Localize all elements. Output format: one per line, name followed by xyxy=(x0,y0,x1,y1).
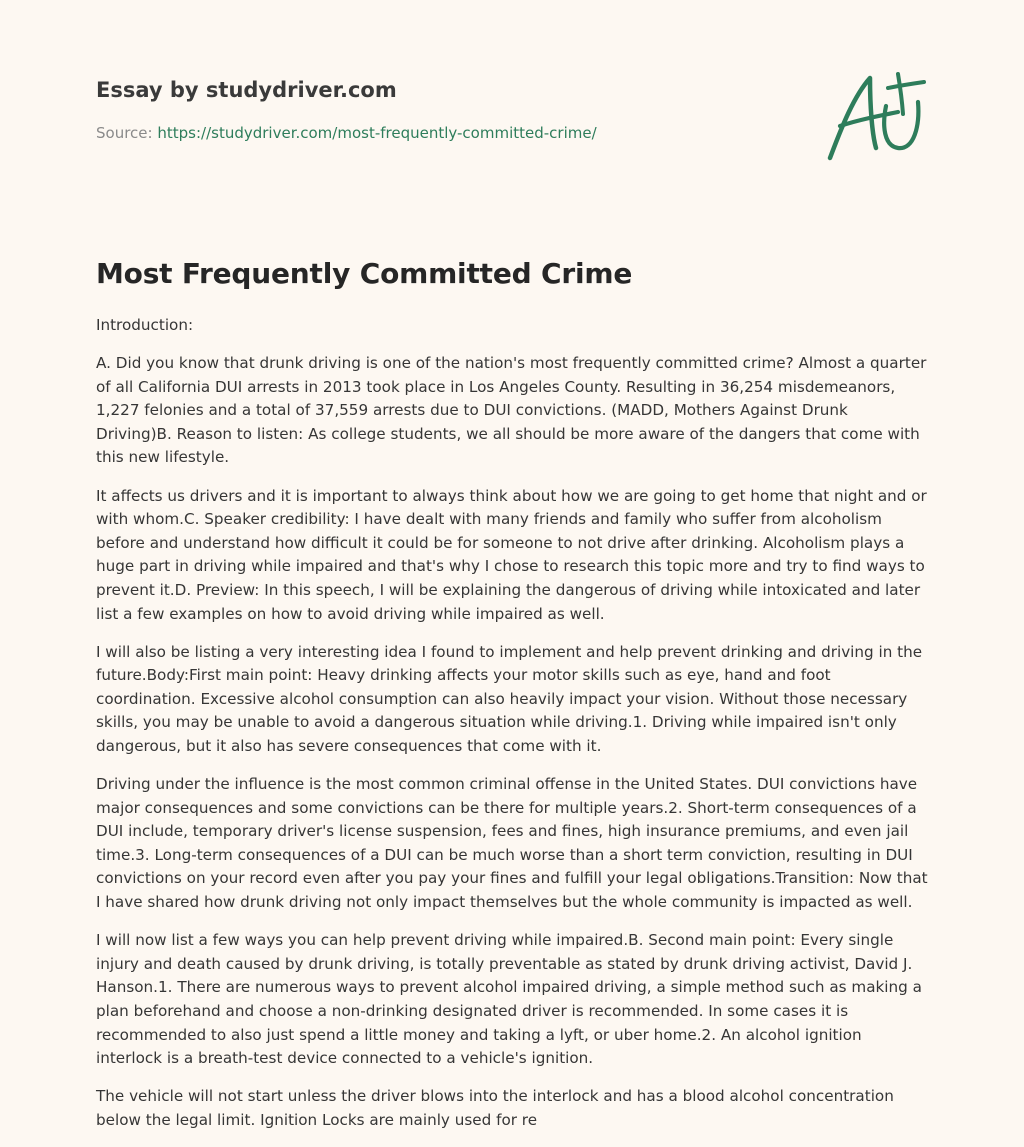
paragraph-truncated: The vehicle will not start unless the driver blows into the interlock and has a blood alcohol concentration below the legal limit. Ignition Locks are mainly used for re xyxy=(96,1087,894,1129)
paragraph: It affects us drivers and it is important to always think about how we are going to get home that night and or with whom.C. Speaker credibility: I have dealt with many friends and family who suffer from alcoholism before and understand how difficult it could be for someone to not drive after drinking. Alcoholism plays a huge part in driving while impaired and that's why I chose to research this topic more and try to find ways to prevent it.D. Preview: In this speech, I will be explaining the dangerous of driving while intoxicated and later list a few examples on how to avoid driving while impaired as well. xyxy=(96,486,927,623)
source-label: Source: xyxy=(96,124,153,142)
brand-title: Essay by studydriver.com xyxy=(96,78,397,102)
paragraph: Driving under the influence is the most common criminal offense in the United States. DUI convictions have major consequences and some convictions can be there for multiple years.2. Short-term consequences of a DUI include, temporary driver's license suspension, fees and fines, high insurance premiums, and even jail time.3. Long-term consequences of a DUI can be much worse than a short term conviction, resulting in DUI convictions on your record even after you pay your fines and fulfill your legal obligations.Transition: Now that I have shared how drunk driving not only impact themselves but the whole community is impacted as well. xyxy=(96,775,928,912)
paragraph: A. Did you know that drunk driving is one of the nation's most frequently committed crime? Almost a quarter of all California DUI arrests in 2013 took place in Los Angeles County. Resulting in 36,254 misdemeanors, 1,227 felonies and a total of 37,559 arrests due to DUI convictions. (MADD, Mothers Against Drunk Driving)B. Reason to listen: As college students, we all should be more aware of the dangers that come with this new lifestyle. xyxy=(96,354,927,467)
source-link[interactable]: https://studydriver.com/most-frequently-committed-crime/ xyxy=(157,124,597,142)
essay-header xyxy=(96,72,696,144)
paragraph-introduction-label: Introduction: xyxy=(96,316,194,334)
paragraph: I will also be listing a very interesting idea I found to implement and help prevent drinking and driving in the future.Body:First main point: Heavy drinking affects your motor skills such as eye, hand and foot coordination. Excessive alcohol consumption can also heavily impact your vision. Without those necessary skills, you may be unable to avoid a dangerous situation while driving.1. Driving while impaired isn't only dangerous, but it also has severe consequences that come with it. xyxy=(96,642,923,755)
essay-body xyxy=(96,314,928,1147)
a-plus-logo-icon xyxy=(818,64,930,168)
paragraph: I will now list a few ways you can help prevent driving while impaired.B. Second main point: Every single injury and death caused by drunk driving, is totally preventable as stated by drunk driving activist, David J. Hanson.1. There are numerous ways to prevent alcohol impaired driving, a simple method such as making a plan beforehand and choose a non-drinking designated driver is recommended. In some cases it is recommended to also just spend a little money and taking a lyft, or uber home.2. An alcohol ignition interlock is a breath-test device connected to a vehicle's ignition. xyxy=(96,931,922,1068)
essay-title: Most Frequently Committed Crime xyxy=(96,257,633,290)
source-line xyxy=(96,122,696,144)
